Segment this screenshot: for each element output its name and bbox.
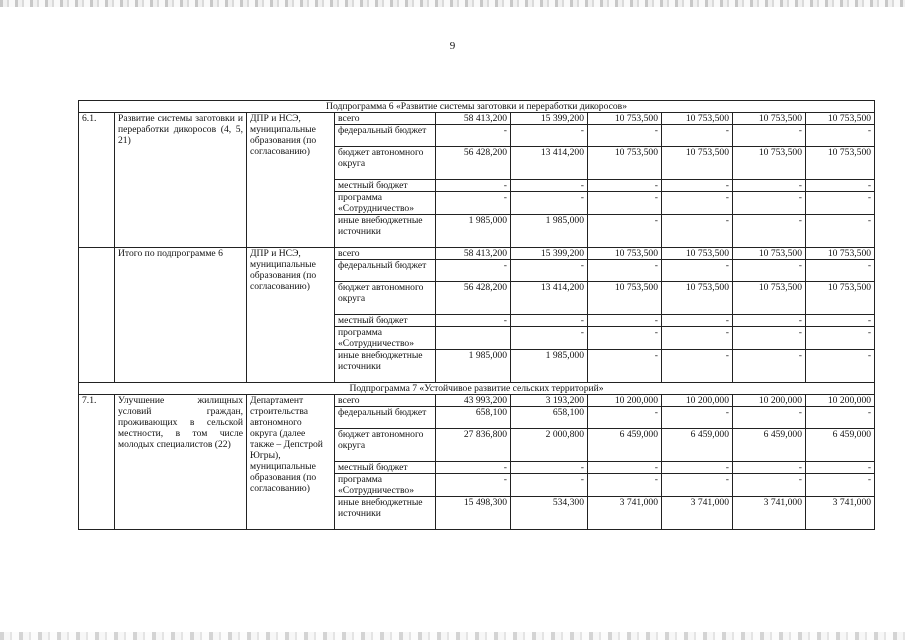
amount-cell: 13 414,200	[511, 282, 588, 315]
amount-cell: 2 000,800	[511, 429, 588, 462]
amount-cell: -	[588, 192, 662, 215]
amount-cell: -	[511, 125, 588, 147]
responsible-executor: Департамент строительства автономного округа (далее также – Депстрой Югры), муниципальные образования (по согласованию)	[247, 395, 335, 530]
amount-cell: -	[436, 125, 511, 147]
subprogram-title: Подпрограмма 7 «Устойчивое развитие сельских территорий»	[79, 383, 875, 395]
amount-cell: -	[733, 192, 806, 215]
amount-cell: -	[806, 462, 875, 474]
budget-table	[78, 100, 875, 530]
amount-cell: 15 498,300	[436, 497, 511, 530]
amount-cell: 10 753,500	[662, 282, 733, 315]
amount-cell: -	[733, 474, 806, 497]
amount-cell: -	[588, 350, 662, 383]
amount-cell: 10 753,500	[733, 113, 806, 125]
amount-cell: -	[436, 315, 511, 327]
amount-cell: -	[588, 315, 662, 327]
funding-row	[79, 248, 875, 260]
amount-cell: 10 753,500	[733, 248, 806, 260]
activity-name: Улучшение жилищных условий граждан, проживающих в сельской местности, в том числе молодых специалистов (22)	[115, 395, 247, 530]
funding-source: иные внебюджетные источники	[335, 497, 436, 530]
page-number: 9	[449, 40, 456, 52]
funding-source: местный бюджет	[335, 315, 436, 327]
amount-cell: -	[662, 192, 733, 215]
amount-cell: -	[806, 350, 875, 383]
funding-source: всего	[335, 248, 436, 260]
funding-row	[79, 113, 875, 125]
amount-cell: 10 753,500	[733, 147, 806, 180]
amount-cell: 10 200,000	[662, 395, 733, 407]
amount-cell: -	[733, 215, 806, 248]
amount-cell: 10 753,500	[662, 248, 733, 260]
amount-cell: -	[436, 192, 511, 215]
amount-cell: -	[806, 407, 875, 429]
amount-cell: 1 985,000	[436, 350, 511, 383]
amount-cell: -	[662, 215, 733, 248]
item-number: 7.1.	[79, 395, 115, 530]
funding-source: программа «Сотрудничество»	[335, 474, 436, 497]
funding-source: всего	[335, 395, 436, 407]
amount-cell: 10 753,500	[662, 147, 733, 180]
amount-cell: 10 200,000	[588, 395, 662, 407]
amount-cell: 58 413,200	[436, 248, 511, 260]
amount-cell: -	[511, 327, 588, 350]
funding-source: федеральный бюджет	[335, 125, 436, 147]
amount-cell: -	[733, 407, 806, 429]
amount-cell: -	[733, 350, 806, 383]
amount-cell: 6 459,000	[588, 429, 662, 462]
amount-cell: 27 836,800	[436, 429, 511, 462]
amount-cell: 3 193,200	[511, 395, 588, 407]
amount-cell: 534,300	[511, 497, 588, 530]
amount-cell: -	[806, 192, 875, 215]
amount-cell: 10 753,500	[588, 147, 662, 180]
subprogram-header-row	[79, 383, 875, 395]
amount-cell: 3 741,000	[662, 497, 733, 530]
responsible-executor: ДПР и НСЭ, муниципальные образования (по согласованию)	[247, 113, 335, 248]
amount-cell: -	[436, 474, 511, 497]
funding-source: местный бюджет	[335, 180, 436, 192]
amount-cell: 10 200,000	[733, 395, 806, 407]
amount-cell: -	[662, 327, 733, 350]
amount-cell: -	[511, 260, 588, 282]
activity-name: Развитие системы заготовки и переработки дикоросов (4, 5, 21)	[115, 113, 247, 248]
amount-cell: 658,100	[436, 407, 511, 429]
amount-cell: -	[588, 180, 662, 192]
amount-cell: 10 753,500	[806, 147, 875, 180]
amount-cell: 10 753,500	[588, 248, 662, 260]
item-number: 6.1.	[79, 113, 115, 248]
amount-cell: 58 413,200	[436, 113, 511, 125]
amount-cell: 6 459,000	[806, 429, 875, 462]
amount-cell: -	[662, 462, 733, 474]
amount-cell: -	[733, 462, 806, 474]
funding-source: программа «Сотрудничество»	[335, 327, 436, 350]
amount-cell: -	[806, 260, 875, 282]
amount-cell: -	[662, 125, 733, 147]
amount-cell: 1 985,000	[511, 215, 588, 248]
funding-source: бюджет автономного округа	[335, 282, 436, 315]
amount-cell: -	[662, 180, 733, 192]
amount-cell: -	[662, 315, 733, 327]
amount-cell: 1 985,000	[436, 215, 511, 248]
amount-cell: -	[806, 327, 875, 350]
amount-cell: -	[662, 260, 733, 282]
amount-cell: 56 428,200	[436, 282, 511, 315]
amount-cell: -	[806, 474, 875, 497]
funding-source: иные внебюджетные источники	[335, 350, 436, 383]
amount-cell: 10 753,500	[806, 282, 875, 315]
funding-source: программа «Сотрудничество»	[335, 192, 436, 215]
budget-table-body	[79, 101, 875, 530]
amount-cell: 10 753,500	[588, 282, 662, 315]
amount-cell: -	[511, 474, 588, 497]
amount-cell: 6 459,000	[662, 429, 733, 462]
amount-cell: -	[733, 125, 806, 147]
amount-cell: -	[511, 462, 588, 474]
funding-source: местный бюджет	[335, 462, 436, 474]
funding-row	[79, 395, 875, 407]
funding-source: федеральный бюджет	[335, 407, 436, 429]
amount-cell: 10 753,500	[588, 113, 662, 125]
amount-cell: -	[436, 260, 511, 282]
amount-cell: -	[588, 474, 662, 497]
amount-cell: -	[662, 350, 733, 383]
amount-cell: 10 753,500	[733, 282, 806, 315]
scan-edge-bottom	[0, 632, 905, 640]
funding-source: бюджет автономного округа	[335, 147, 436, 180]
amount-cell: -	[511, 315, 588, 327]
amount-cell: -	[733, 180, 806, 192]
amount-cell: -	[588, 407, 662, 429]
amount-cell: -	[588, 462, 662, 474]
item-number	[79, 248, 115, 383]
subprogram-header-row	[79, 101, 875, 113]
amount-cell: -	[733, 260, 806, 282]
amount-cell: -	[806, 315, 875, 327]
amount-cell: -	[511, 180, 588, 192]
amount-cell: -	[733, 315, 806, 327]
amount-cell: -	[588, 215, 662, 248]
amount-cell: 43 993,200	[436, 395, 511, 407]
amount-cell: -	[588, 260, 662, 282]
amount-cell: 10 753,500	[662, 113, 733, 125]
amount-cell: 10 753,500	[806, 113, 875, 125]
funding-source: бюджет автономного округа	[335, 429, 436, 462]
amount-cell: -	[511, 192, 588, 215]
amount-cell: 3 741,000	[588, 497, 662, 530]
amount-cell: -	[806, 125, 875, 147]
amount-cell: -	[806, 215, 875, 248]
amount-cell: -	[806, 180, 875, 192]
amount-cell: 10 200,000	[806, 395, 875, 407]
amount-cell: -	[436, 180, 511, 192]
activity-name: Итого по подпрограмме 6	[115, 248, 247, 383]
amount-cell: 10 753,500	[806, 248, 875, 260]
amount-cell: 6 459,000	[733, 429, 806, 462]
scan-edge-top	[0, 0, 905, 7]
funding-source: всего	[335, 113, 436, 125]
amount-cell: -	[588, 125, 662, 147]
subprogram-title: Подпрограмма 6 «Развитие системы заготовки и переработки дикоросов»	[79, 101, 875, 113]
amount-cell: 1 985,000	[511, 350, 588, 383]
responsible-executor: ДПР и НСЭ, муниципальные образования (по согласованию)	[247, 248, 335, 383]
amount-cell: -	[733, 327, 806, 350]
funding-source: федеральный бюджет	[335, 260, 436, 282]
amount-cell: -	[662, 474, 733, 497]
amount-cell: -	[588, 327, 662, 350]
amount-cell: -	[436, 462, 511, 474]
amount-cell: 56 428,200	[436, 147, 511, 180]
funding-source: иные внебюджетные источники	[335, 215, 436, 248]
amount-cell: -	[662, 407, 733, 429]
amount-cell: 3 741,000	[733, 497, 806, 530]
amount-cell: 15 399,200	[511, 248, 588, 260]
amount-cell: 658,100	[511, 407, 588, 429]
amount-cell: 13 414,200	[511, 147, 588, 180]
amount-cell	[436, 327, 511, 350]
amount-cell: 3 741,000	[806, 497, 875, 530]
amount-cell: 15 399,200	[511, 113, 588, 125]
